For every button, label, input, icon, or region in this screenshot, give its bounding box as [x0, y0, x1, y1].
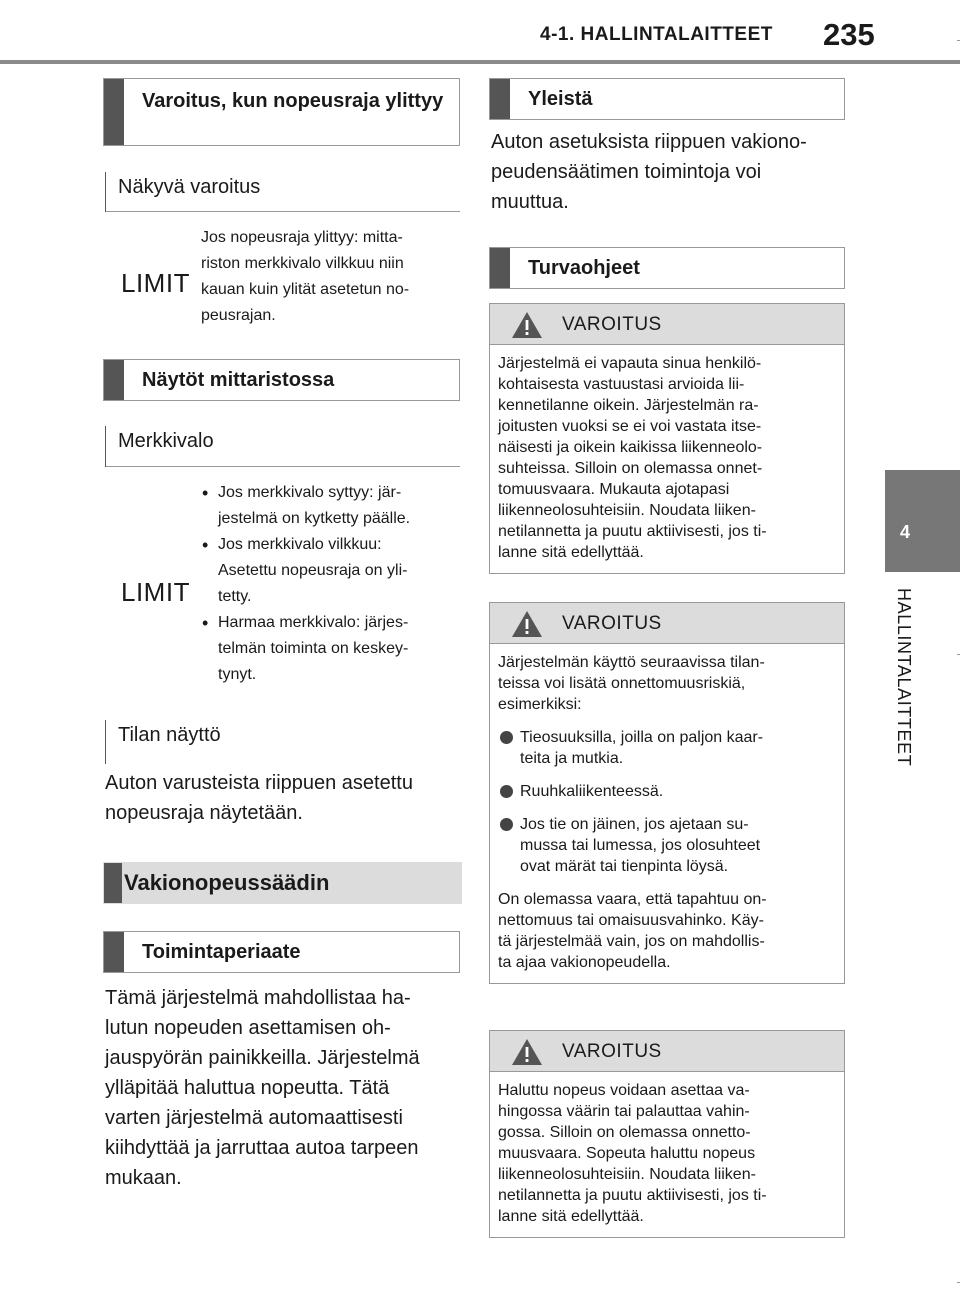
text-line: tomuusvaara. Mukauta ajotapasi [498, 481, 730, 498]
text-line: • Jos merkkivalo syttyy: jär- [218, 484, 402, 501]
text-line: Auton varusteista riippuen asetettu [105, 772, 413, 794]
general-text [491, 127, 851, 217]
text-line: Järjestelmä ei vapauta sinua henkilö- [498, 355, 762, 372]
list-item [498, 727, 836, 769]
chapter-tab [885, 470, 960, 572]
text-line: telmän toiminta on keskey- [218, 640, 409, 657]
warning-outro [498, 889, 836, 973]
warning-header [490, 1031, 844, 1072]
text-line: Haluttu nopeus voidaan asettaa va- [498, 1082, 750, 1099]
text-line: gossa. Silloin on olemassa onnetto- [498, 1124, 751, 1141]
text-line: peudensäätimen toimintoja voi [491, 161, 762, 183]
list-item [498, 781, 836, 802]
text-line: muusvaara. Sopeuta haluttu nopeus [498, 1145, 756, 1162]
operating-principle-text [105, 983, 475, 1193]
subheading-rule [106, 211, 460, 212]
text-line: joitusten vuoksi se ei voi vastata itse- [498, 418, 762, 435]
subheading-text: Tilan näyttö [118, 724, 221, 746]
text-line: Jos tie on jäinen, jos ajetaan su- [520, 816, 749, 833]
heading-bar [104, 932, 124, 972]
text-line: liikenneolosuhteisiin. Noudata liiken- [498, 502, 756, 519]
bullet-dot-icon [500, 731, 513, 744]
bullet-dot-icon [500, 818, 513, 831]
text-line: lanne sitä edellyttää. [498, 544, 644, 561]
heading-bar [490, 79, 510, 119]
heading-bar [490, 248, 510, 288]
heading-text: Varoitus, kun nopeusraja ylittyy [142, 90, 444, 112]
text-line: netilannetta ja puutu aktiivisesti, jos ti- [498, 1187, 767, 1204]
text-line: tetty. [218, 588, 252, 605]
warning-body [490, 644, 844, 983]
heading-cruise-control [103, 862, 462, 904]
list-item [200, 610, 462, 688]
list-item [498, 814, 836, 877]
text-line: • Jos merkkivalo vilkkuu: [218, 536, 382, 553]
text-line: mukaan. [105, 1167, 182, 1189]
indicator-bullets [200, 480, 462, 688]
warning-box-2 [489, 602, 845, 984]
text-line: On olemassa vaara, että tapahtuu on- [498, 891, 767, 908]
text-line: peusrajan. [201, 307, 276, 324]
text-line: liikenneolosuhteisiin. Noudata liiken- [498, 1166, 756, 1183]
text-line: teita ja mutkia. [520, 750, 624, 767]
text-line: jauspyörän painikkeilla. Järjestelmä [105, 1047, 420, 1069]
text-line: Asetettu nopeusraja on yli- [218, 562, 408, 579]
text-line: kohtaisesta vastuustasi arvioida lii- [498, 376, 745, 393]
warning-triangle-icon [510, 1037, 544, 1067]
text-line: lutun nopeuden asettamisen oh- [105, 1017, 391, 1039]
text-line: jestelmä on kytketty päälle. [218, 510, 411, 527]
text-line: riston merkkivalo vilkkuu niin [201, 255, 404, 272]
bullet-dot-icon [500, 785, 513, 798]
text-line: tynyt. [218, 666, 257, 683]
text-line: Auton asetuksista riippuen vakiono- [491, 131, 807, 153]
text-line: • Harmaa merkkivalo: järjes- [218, 614, 409, 631]
warning-title: VAROITUS [562, 314, 662, 335]
text-line: varten järjestelmä automaattisesti [105, 1107, 403, 1129]
text-line: nettomuus tai omaisuusvahinko. Käy- [498, 912, 764, 929]
text-line: kauan kuin ylität asetetun no- [201, 281, 410, 298]
warning-title: VAROITUS [562, 613, 662, 634]
heading-speed-limit-warning [103, 78, 460, 146]
heading-bar [104, 863, 122, 903]
chapter-label: HALLINTALAITTEET [894, 588, 914, 767]
warning-triangle-icon [510, 609, 544, 639]
warning-box-1 [489, 303, 845, 574]
heading-bar [104, 79, 124, 145]
subheading-rule [106, 466, 460, 467]
text-line: ovat märät tai tienpinta löysä. [520, 858, 729, 875]
text-line: nopeusraja näytetään. [105, 802, 303, 824]
header-rule [0, 60, 960, 64]
text-line: näisesti ja oikein kaikissa liikenneolo- [498, 439, 763, 456]
heading-text: Toimintaperiaate [142, 941, 301, 963]
list-item [200, 480, 462, 532]
text-line: hingossa väärin tai palauttaa vahin- [498, 1103, 750, 1120]
text-line: Tieosuuksilla, joilla on paljon kaar- [520, 729, 764, 746]
warning-header [490, 603, 844, 644]
heading-text: Turvaohjeet [528, 257, 640, 279]
subheading-status-display [105, 720, 460, 764]
text-line: teissa voi lisätä onnettomuusriskiä, [498, 675, 746, 692]
text-line: esimerkiksi: [498, 696, 582, 713]
heading-text: Vakionopeussäädin [124, 870, 330, 895]
heading-safety [489, 247, 845, 289]
section-title: 4-1. HALLINTALAITTEET [540, 24, 773, 45]
subheading-text: Merkkivalo [118, 430, 214, 452]
warning-box-3 [489, 1030, 845, 1238]
list-item [200, 532, 462, 610]
text-line: muuttua. [491, 191, 569, 213]
subheading-text: Näkyvä varoitus [118, 176, 261, 198]
text-line: suhteissa. Silloin on olemassa onnet- [498, 460, 763, 477]
warning-triangle-icon [510, 310, 544, 340]
text-line: ta ajaa vakionopeudella. [498, 954, 671, 971]
subheading-visible-warning [105, 172, 460, 212]
subheading-indicator [105, 426, 460, 467]
limit-indicator-label: LIMIT [121, 577, 190, 607]
text-line: kiihdyttää ja jarruttaa autoa tarpeen [105, 1137, 419, 1159]
warning-body [490, 345, 844, 573]
heading-general [489, 78, 845, 120]
text-line: Järjestelmän käyttö seuraavissa tilan- [498, 654, 765, 671]
text-line: Tämä järjestelmä mahdollistaa ha- [105, 987, 411, 1009]
text-line: tä järjestelmää vain, jos on mahdollis- [498, 933, 765, 950]
warning-title: VAROITUS [562, 1041, 662, 1062]
heading-text: Yleistä [528, 88, 593, 110]
text-line: netilannetta ja puutu aktiivisesti, jos ti- [498, 523, 767, 540]
chapter-number: 4 [899, 522, 910, 542]
text-line: ylläpitää haluttua nopeutta. Tätä [105, 1077, 390, 1099]
heading-text: Näytöt mittaristossa [142, 369, 335, 391]
text-line: Ruuhkaliikenteessä. [520, 783, 664, 800]
heading-bar [104, 360, 124, 400]
text-line: lanne sitä edellyttää. [498, 1208, 644, 1225]
text-line: mussa tai lumessa, jos olosuhteet [520, 837, 761, 854]
heading-operating-principle [103, 931, 460, 973]
status-display-text [105, 768, 465, 828]
warning-header [490, 304, 844, 345]
text-line: kennetilanne oikein. Järjestelmän ra- [498, 397, 759, 414]
visible-warning-text [201, 225, 463, 329]
text-line: Jos nopeusraja ylittyy: mitta- [201, 229, 403, 246]
limit-indicator-label: LIMIT [121, 268, 190, 298]
warning-body [490, 1072, 844, 1237]
page-number: 235 [823, 17, 875, 52]
heading-cluster-displays [103, 359, 460, 401]
